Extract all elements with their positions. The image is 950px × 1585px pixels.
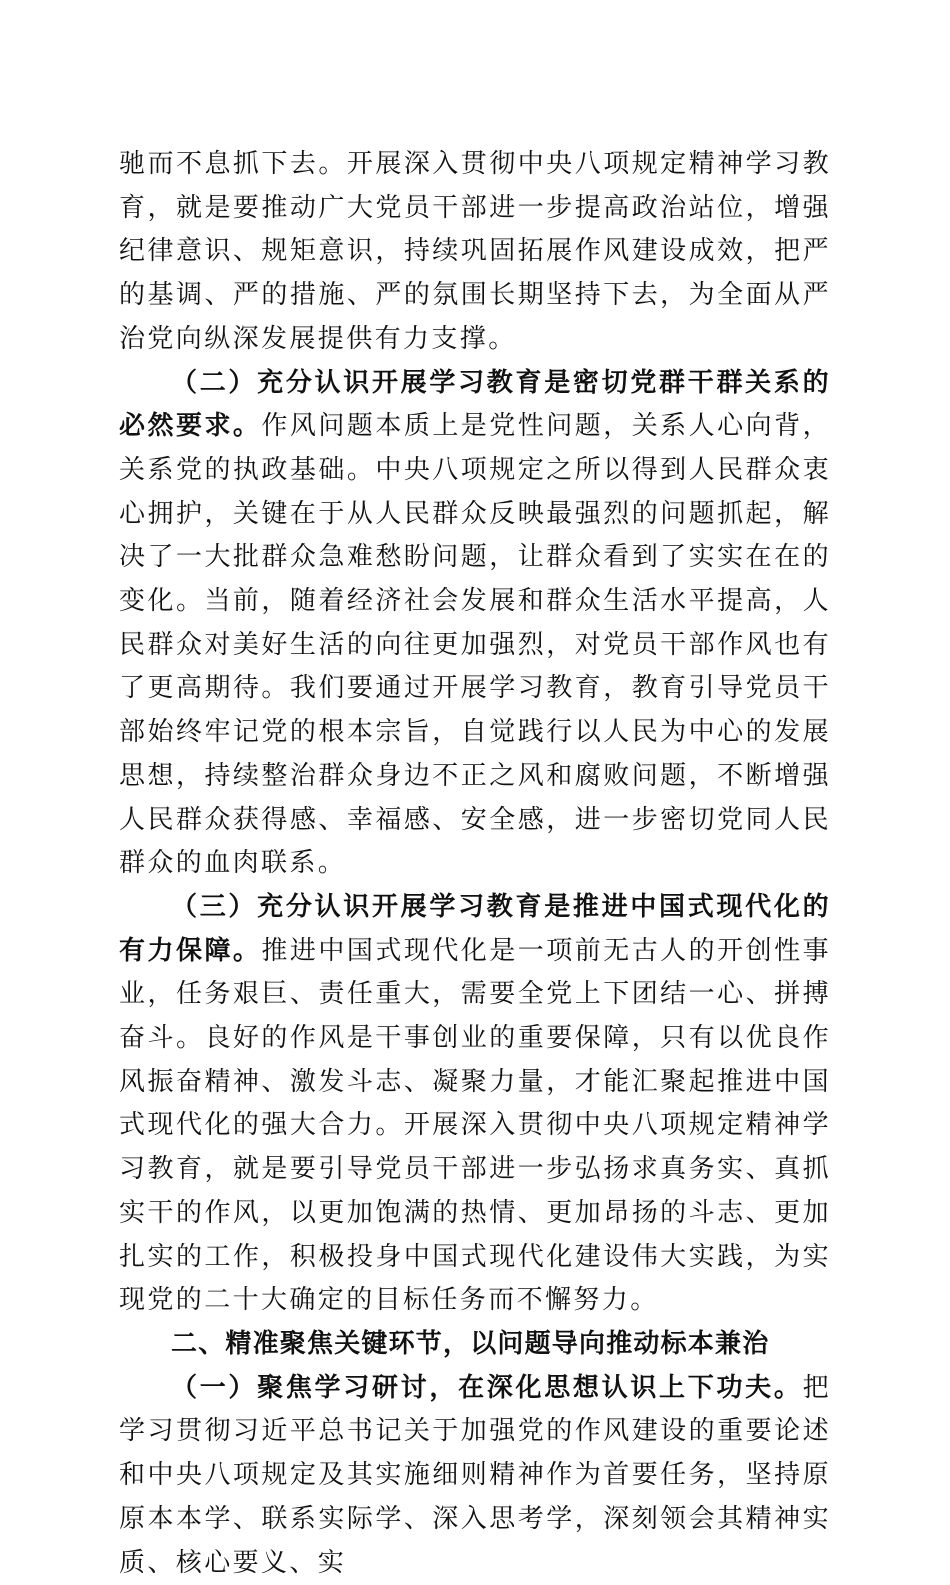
paragraph-text: 驰而不息抓下去。开展深入贯彻中央八项规定精神学习教育，就是要推动广大党员干部进一步提高政治站位，增强纪律意识、规矩意识，持续巩固拓展作风建设成效，把严的基调、严的措施、严的氛围长期坚持下去，为全面从严治党向纵深发展提供有力支撑。	[119, 149, 831, 354]
document-page	[119, 143, 831, 1585]
paragraph-continuation	[119, 143, 831, 362]
paragraph-text: 作风问题本质上是党性问题，关系人心向背，关系党的执政基础。中央八项规定之所以得到人民群众衷心拥护，关键在于从人民群众反映最强烈的问题抓起，解决了一大批群众急难愁盼问题，让群众看到了实实在在的变化。当前，随着经济社会发展和群众生活水平提高，人民群众对美好生活的向往更加强烈，对党员干部作风也有了更高期待。我们要通过开展学习教育，教育引导党员干部始终牢记党的根本宗旨，自觉践行以人民为中心的发展思想，持续整治群众身边不正之风和腐败问题，不断增强人民群众获得感、幸福感、安全感，进一步密切党同人民群众的血肉联系。	[119, 411, 831, 879]
paragraph-text: 把学习贯彻习近平总书记关于加强党的作风建设的重要论述和中央八项规定及其实施细则精神作为首要任务，坚持原原本本学、联系实际学、深入思考学，深刻领会其精神实质、核心要义、实	[119, 1372, 831, 1578]
subsection-lead: （二）充分认识开展学习教育是密切党群干群关系的必然要求。	[119, 367, 831, 442]
subsection-lead: （一）聚焦学习研讨，在深化思想认识上下功夫。	[171, 1372, 803, 1403]
paragraph-subsection-2	[119, 362, 831, 886]
paragraph-subsection-3	[119, 886, 831, 1323]
section-heading: 二、精准聚焦关键环节，以问题导向推动标本兼治	[171, 1328, 770, 1359]
subsection-lead: （三）充分认识开展学习教育是推进中国式现代化的有力保障。	[119, 891, 831, 966]
paragraph-subsection-1	[119, 1367, 831, 1585]
paragraph-text: 推进中国式现代化是一项前无古人的开创性事业，任务艰巨、责任重大，需要全党上下团结一心、拼搏奋斗。良好的作风是干事创业的重要保障，只有以优良作风振奋精神、激发斗志、凝聚力量，才能汇聚起推进中国式现代化的强大合力。开展深入贯彻中央八项规定精神学习教育，就是要引导党员干部进一步弘扬求真务实、真抓实干的作风，以更加饱满的热情、更加昂扬的斗志、更加扎实的工作，积极投身中国式现代化建设伟大实践，为实现党的二十大确定的目标任务而不懈努力。	[119, 935, 831, 1316]
